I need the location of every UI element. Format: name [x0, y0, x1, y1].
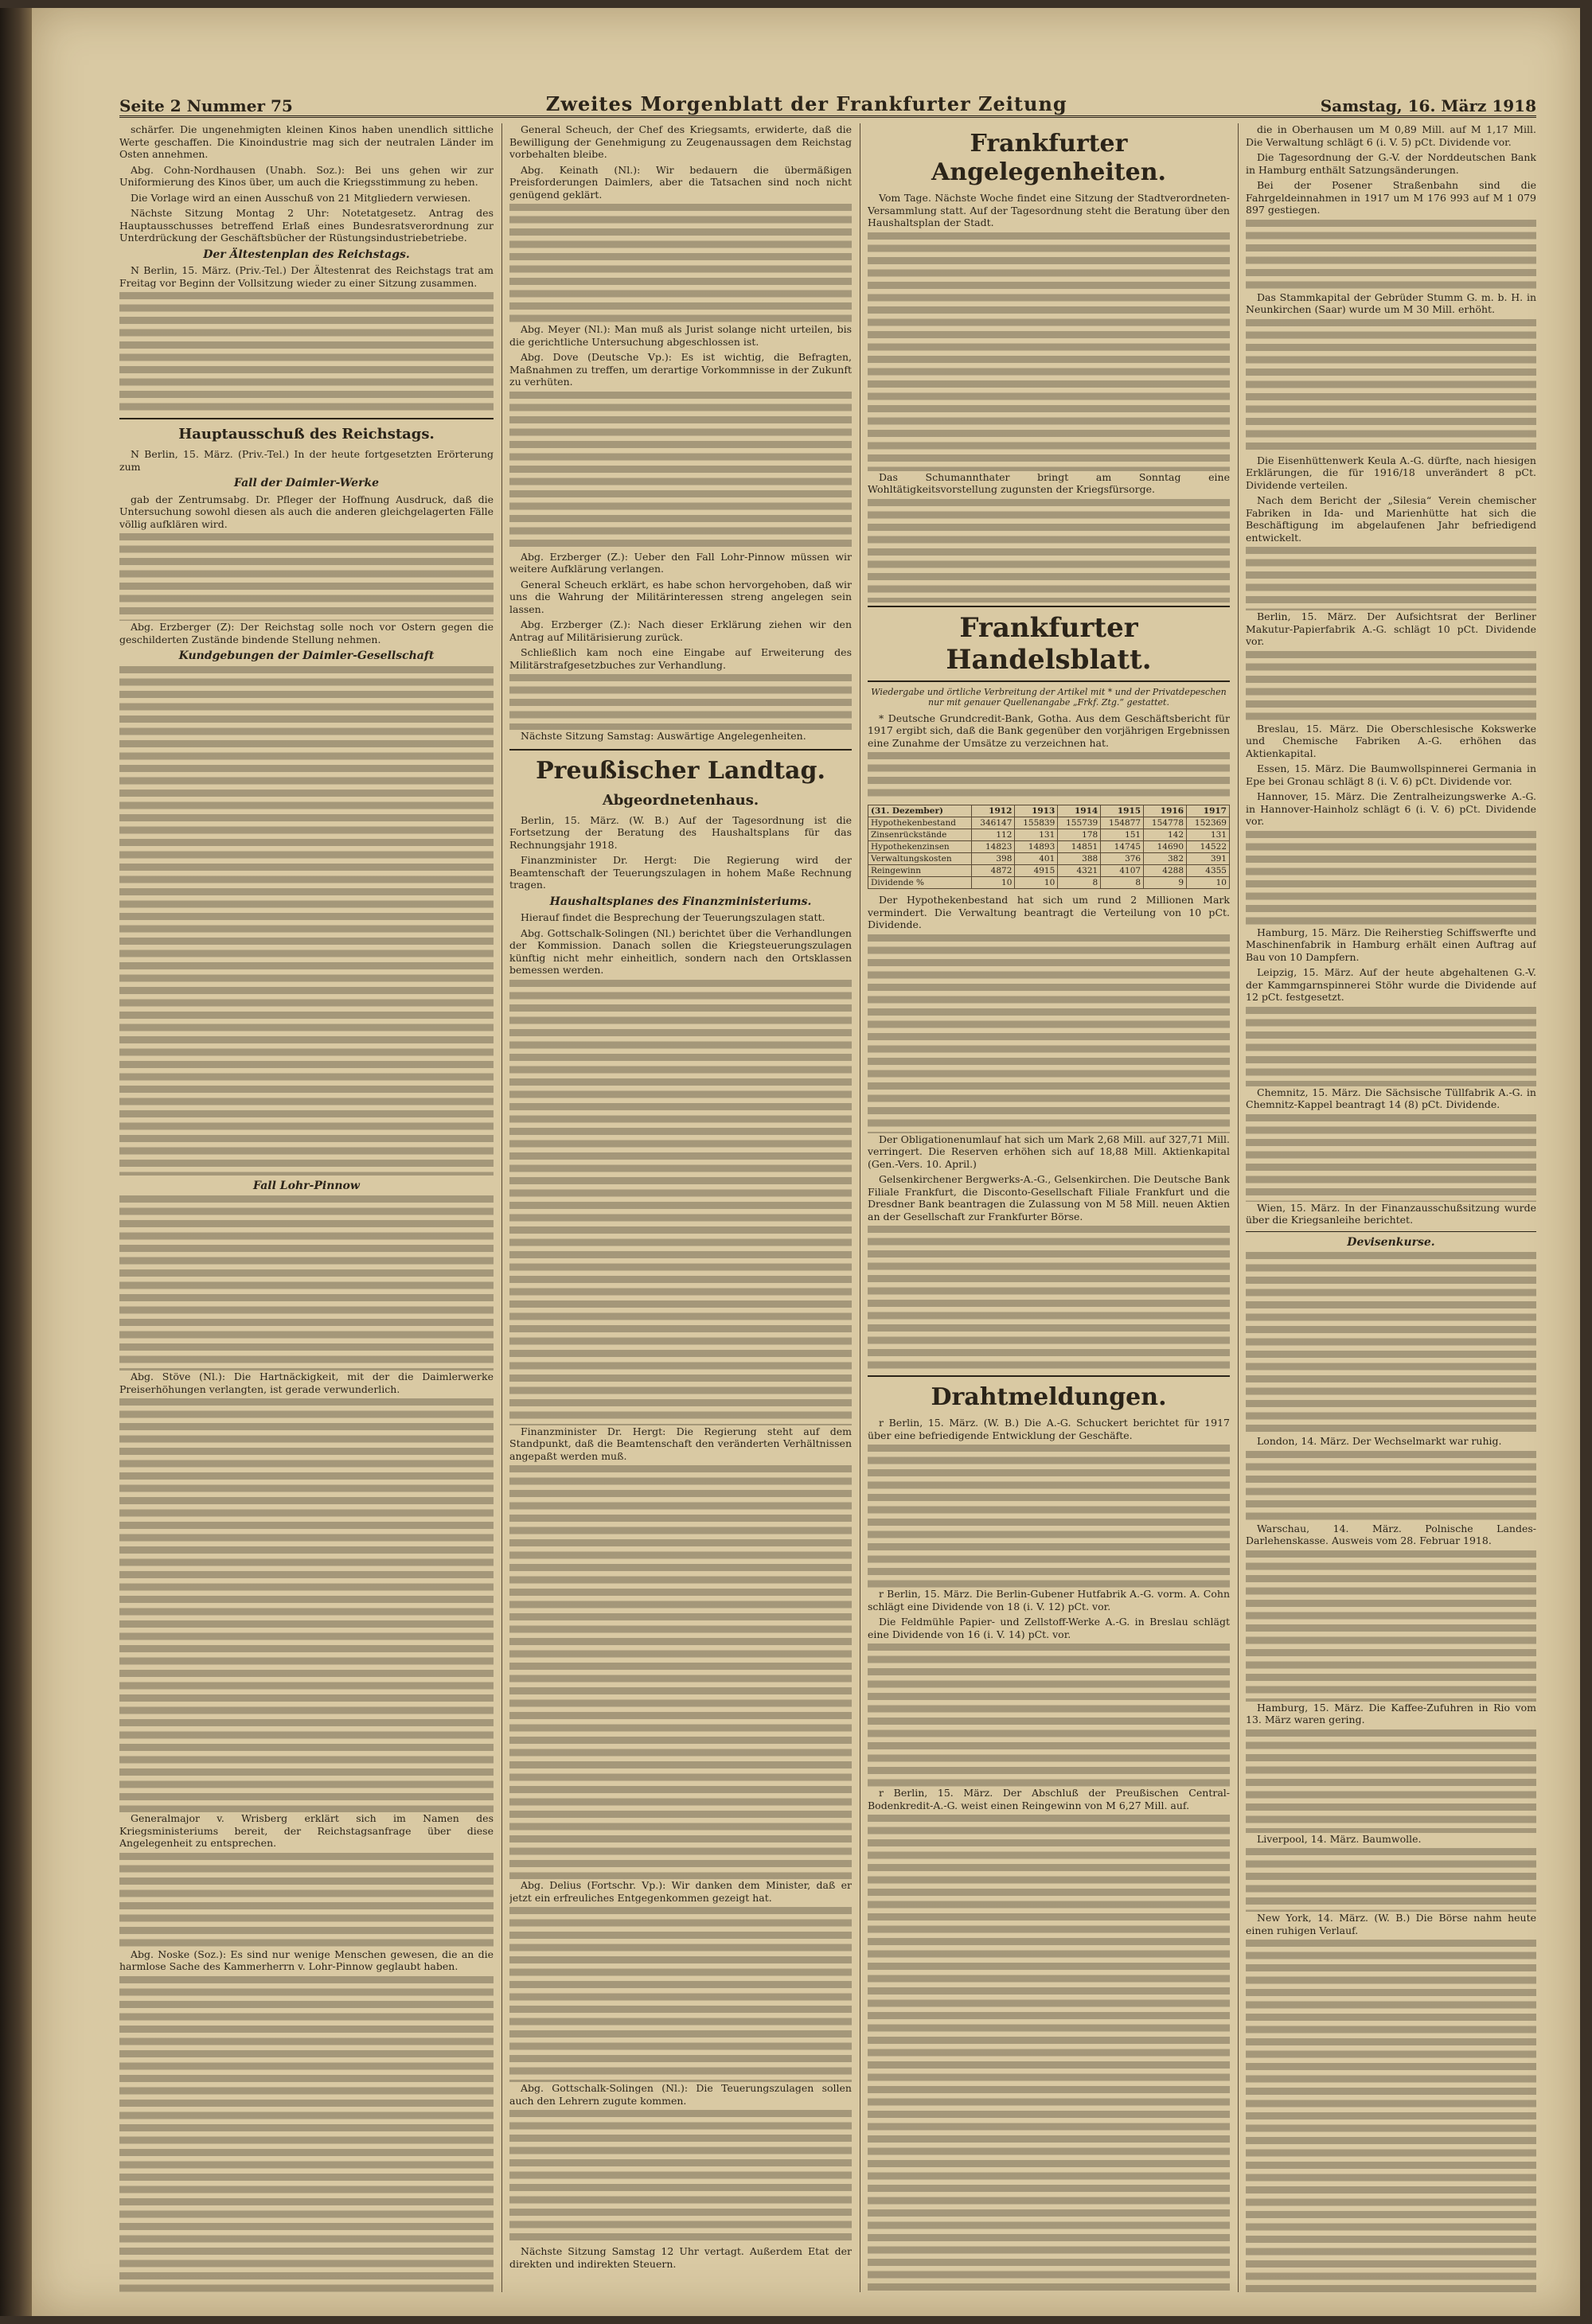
text-block [509, 674, 852, 730]
table-cell: 142 [1144, 829, 1187, 841]
text-block [119, 666, 494, 1176]
paragraph: Abg. Cohn-Nordhausen (Unabh. Soz.): Bei uns gehen wir zur Uniformierung des Kinos über, um auch die Kriegsstimmung zu heben. [119, 163, 494, 188]
text-block [868, 499, 1230, 602]
table-header-cell: 1912 [972, 805, 1015, 817]
table-cell: 152369 [1187, 817, 1230, 829]
paragraph: Die Vorlage wird an einen Ausschuß von 21 Mitgliedern verwiesen. [131, 191, 471, 204]
table-cell: 346147 [972, 817, 1015, 829]
paragraph: Leipzig, 15. März. Auf der heute abgehaltenen G.-V. der Kammgarnspinnerei Stöhr wurde die Dividende auf 12 pCt. festgesetzt. [1246, 966, 1536, 1003]
paragraph: Hannover, 15. März. Die Zentralheizungswerke A.-G. in Hannover-Hainholz schlägt 6 (i. V. 6) pCt. Dividende vor. [1246, 790, 1536, 827]
text-block [1246, 1848, 1536, 1912]
table-cell: 154877 [1101, 817, 1144, 829]
paragraph: Vom Tage. Nächste Woche findet eine Sitzung der Stadtverordneten-Versammlung statt. Auf der Tagesordnung steht die Beratung über den Haushaltsplan der Stadt. [868, 192, 1230, 228]
table-cell: 178 [1058, 829, 1101, 841]
paragraph: Abg. Erzberger (Z.): Ueber den Fall Lohr-Pinnow müssen wir weitere Aufklärung verlangen. [509, 550, 852, 575]
text-block [509, 2110, 852, 2245]
paragraph: General Scheuch erklärt, es habe schon hervorgehoben, daß wir uns die Wahrung der Militärinteressen streng angelegen sein lassen. [509, 578, 852, 615]
table-cell: 4355 [1187, 865, 1230, 877]
text-block [119, 1398, 494, 1812]
table-cell: 131 [1187, 829, 1230, 841]
paragraph: General Scheuch, der Chef des Kriegsamts, erwiderte, daß die Bewilligung der Genehmigung zu Zeugenaussagen dem Reichstag vorbehalten bleibe. [509, 123, 852, 160]
section-heading: Haushaltsplanes des Finanzministeriums. [549, 895, 812, 908]
table-header-cell: 1915 [1101, 805, 1144, 817]
table-cell: 10 [1187, 877, 1230, 889]
table-cell: Hypothekenzinsen [868, 841, 972, 853]
column-3 [868, 123, 1230, 2292]
column-1 [119, 123, 494, 2292]
text-block [509, 392, 852, 551]
financial-table [868, 805, 1230, 889]
section-heading: Drahtmeldungen. [931, 1383, 1167, 1411]
paragraph: Die Feldmühle Papier- und Zellstoff-Werke A.-G. in Breslau schlägt eine Dividende von 16 (i. V. 14) pCt. vor. [868, 1616, 1230, 1640]
text-block [119, 292, 494, 411]
book-binding [0, 8, 32, 2316]
paragraph: Finanzminister Dr. Hergt: Die Regierung steht auf dem Standpunkt, daß die Beamtenschaft den veränderten Verhältnissen angepaßt werden muß. [509, 1425, 852, 1462]
text-block [509, 1465, 852, 1879]
table-cell: 4915 [1015, 865, 1058, 877]
table-cell: 391 [1187, 853, 1230, 865]
table-cell: 398 [972, 853, 1015, 865]
handelsblatt-heading: Frankfurter Handelsblatt. [868, 606, 1230, 682]
table-cell: 401 [1015, 853, 1058, 865]
paragraph: Nach dem Bericht der „Silesia“ Verein chemischer Fabriken in Ida- und Marienhütte hat sich die Beschäftigung im abgelaufenen Jahr befriedigend entwickelt. [1246, 494, 1536, 544]
paragraph: Abg. Noske (Soz.): Es sind nur wenige Menschen gewesen, die an die harmlose Sache des Kammerherrn v. Lohr-Pinnow geglaubt haben. [119, 1948, 494, 1972]
table-cell: 10 [1015, 877, 1058, 889]
table-cell: 10 [972, 877, 1015, 889]
paragraph: r Berlin, 15. März. Die Berlin-Gubener Hutfabrik A.-G. vorm. A. Cohn schlägt eine Dividende von 18 (i. V. 12) pCt. vor. [868, 1588, 1230, 1612]
section-heading: Kundgebungen der Daimler-Gesellschaft [178, 649, 435, 662]
section-heading: Fall der Daimler-Werke [233, 477, 380, 489]
table-header-cell: (31. Dezember) [868, 805, 972, 817]
table-cell: 155739 [1058, 817, 1101, 829]
table-row [868, 829, 1230, 841]
paragraph: Hamburg, 15. März. Die Reiherstieg Schiffswerfte und Maschinenfabrik in Hamburg erhält einen Auftrag auf Bau von 10 Dampfern. [1246, 926, 1536, 963]
paragraph: Der Hypothekenbestand hat sich um rund 2 Millionen Mark vermindert. Die Verwaltung beantragt die Verteilung von 10 pCt. Dividende. [868, 894, 1230, 930]
table-cell: Zinsenrückstände [868, 829, 972, 841]
subheading: Wiedergabe und örtliche Verbreitung der Artikel mit * und der Privatdepeschen nur mit genauer Quellenangabe „Frkf. Ztg.“ gestattet. [871, 686, 1227, 708]
text-block [1246, 1007, 1536, 1086]
table-header-cell: 1916 [1144, 805, 1187, 817]
text-block [119, 1976, 494, 2293]
paragraph: r Berlin, 15. März. Der Abschluß der Preußischen Central-Bodenkredit-A.-G. weist einen Reingewinn von M 6,27 Mill. auf. [868, 1787, 1230, 1811]
table-cell: 112 [972, 829, 1015, 841]
text-block [509, 980, 852, 1425]
text-block [868, 1226, 1230, 1369]
paragraph: Abg. Gottschalk-Solingen (Nl.) berichtet über die Verhandlungen der Kommission. Danach sollen die Kriegsteuerungszulagen künftig nicht mehr einheitlich, sondern nach den Ortsklassen bemessen werden. [509, 926, 852, 976]
section-heading: Devisenkurse. [1347, 1235, 1435, 1249]
table-cell: 8 [1058, 877, 1101, 889]
section-heading: Der Ältestenplan des Reichstags. [203, 248, 410, 261]
paragraph: Abg. Gottschalk-Solingen (Nl.): Die Teuerungszulagen sollen auch den Lehrern zugute kommen. [509, 2082, 852, 2107]
section-heading: Abgeordnetenhaus. [602, 791, 759, 809]
newspaper-title: Zweites Morgenblatt der Frankfurter Zeitung [545, 92, 1067, 115]
table-cell: 14522 [1187, 841, 1230, 853]
text-block [1246, 1451, 1536, 1523]
issue-date: Samstag, 16. März 1918 [1320, 96, 1536, 115]
paragraph: Chemnitz, 15. März. Die Sächsische Tüllfabrik A.-G. in Chemnitz-Kappel beantragt 14 (8) pCt. Dividende. [1246, 1086, 1536, 1110]
paragraph: N Berlin, 15. März. (Priv.-Tel.) Der Ältestenrat des Reichstags trat am Freitag vor Beginn der Vollsitzung wieder zu einer Sitzung zusammen. [119, 264, 494, 289]
paragraph: Gelsenkirchener Bergwerks-A.-G., Gelsenkirchen. Die Deutsche Bank Filiale Frankfurt, die Disconto-Gesellschaft Filiale Frankfurt und die Dresdner Bank beantragen die Zulassung von M 58 Mill. neuen Aktien an der Gesellschaft zur Frankfurter Börse. [868, 1173, 1230, 1222]
paragraph: Wien, 15. März. In der Finanzausschußsitzung wurde über die Kriegsanleihe berichtet. [1246, 1201, 1536, 1226]
paragraph: Warschau, 14. März. Polnische Landes-Darlehenskasse. Ausweis vom 28. Februar 1918. [1246, 1522, 1536, 1546]
text-block [868, 1445, 1230, 1588]
newspaper-page [32, 8, 1580, 2316]
divider [119, 418, 494, 419]
paragraph: Generalmajor v. Wrisberg erklärt sich im Namen des Kriegsministeriums bereit, der Reichstagsanfrage über diese Angelegenheit zu entsprechen. [119, 1812, 494, 1849]
paragraph: Berlin, 15. März. (W. B.) Auf der Tagesordnung ist die Fortsetzung der Beratung des Haushaltsplans für das Rechnungsjahr 1918. [509, 813, 852, 851]
section-heading: Fall Lohr-Pinnow [253, 1179, 360, 1192]
table-cell: 131 [1015, 829, 1058, 841]
table-row [868, 853, 1230, 865]
text-block [1246, 1550, 1536, 1702]
divider [509, 749, 852, 751]
table-cell: 8 [1101, 877, 1144, 889]
paragraph: New York, 14. März. (W. B.) Die Börse nahm heute einen ruhigen Verlauf. [1246, 1912, 1536, 1936]
paragraph: die in Oberhausen um M 0,89 Mill. auf M 1,17 Mill. Die Verwaltung schlägt 6 (i. V. 5) pCt. Dividende vor. [1246, 123, 1536, 148]
table-cell: 382 [1144, 853, 1187, 865]
table-row [868, 817, 1230, 829]
table-body [868, 817, 1230, 889]
table-cell: 151 [1101, 829, 1144, 841]
table-cell: 4288 [1144, 865, 1187, 877]
table-header-row [868, 805, 1230, 817]
table-cell: 9 [1144, 877, 1187, 889]
paragraph: Nächste Sitzung Samstag 12 Uhr vertagt. Außerdem Etat der direkten und indirekten Steuern. [509, 2245, 852, 2270]
column-4 [1246, 123, 1536, 2292]
text-block [1246, 220, 1536, 291]
column-2 [509, 123, 852, 2292]
paragraph: Berlin, 15. März. Der Aufsichtsrat der Berliner Makutur-Papierfabrik A.-G. schlägt 10 pCt. Dividende vor. [1246, 610, 1536, 647]
text-block [868, 752, 1230, 800]
paragraph: Abg. Erzberger (Z): Der Reichstag solle noch vor Ostern gegen die geschilderten Zustände bindende Stellung nehmen. [119, 621, 494, 645]
table-cell: 154778 [1144, 817, 1187, 829]
table-cell: Verwaltungskosten [868, 853, 972, 865]
paragraph: Hamburg, 15. März. Die Kaffee-Zufuhren in Rio vom 13. März waren gering. [1246, 1701, 1536, 1725]
text-block [1246, 651, 1536, 723]
masthead [119, 84, 1536, 118]
table-row [868, 841, 1230, 853]
text-block [1246, 547, 1536, 610]
text-block [509, 204, 852, 323]
paragraph: Finanzminister Dr. Hergt: Die Regierung wird der Beamtenschaft der Teuerungszulagen in hohem Maße Rechnung tragen. [509, 854, 852, 891]
paragraph: N Berlin, 15. März. (Priv.-Tel.) In der heute fortgesetzten Erörterung zum [119, 448, 494, 473]
paragraph: gab der Zentrumsabg. Dr. Pfleger der Hoffnung Ausdruck, daß die Untersuchung sowohl diesen als auch die anderen gleichgelagerten Fälle völlig aufklären wird. [119, 493, 494, 530]
divider [868, 1375, 1230, 1377]
section-heading: Hauptausschuß des Reichstags. [178, 426, 435, 443]
text-block [119, 533, 494, 621]
column-divider [1238, 123, 1239, 2292]
text-block [868, 232, 1230, 471]
paragraph: Abg. Stöve (Nl.): Die Hartnäckigkeit, mit der die Daimlerwerke Preiserhöhungen verlangten, ist gerade verwunderlich. [119, 1371, 494, 1395]
table-cell: 14745 [1101, 841, 1144, 853]
paragraph: Bei der Posener Straßenbahn sind die Fahrgeldeinnahmen in 1917 um M 176 993 auf M 1 079 897 gestiegen. [1246, 179, 1536, 216]
paragraph: r Berlin, 15. März. (W. B.) Die A.-G. Schuckert berichtet für 1917 über eine befriedigende Entwicklung der Geschäfte. [868, 1417, 1230, 1441]
paragraph: Das Stammkapital der Gebrüder Stumm G. m. b. H. in Neunkirchen (Saar) wurde um M 30 Mill. erhöht. [1246, 290, 1536, 315]
paragraph: Der Obligationenumlauf hat sich um Mark 2,68 Mill. auf 327,71 Mill. verringert. Die Reserven erhöhen sich auf 18,88 Mill. Aktienkapital (Gen.-Vers. 10. April.) [868, 1133, 1230, 1170]
text-block [1246, 319, 1536, 454]
table-header-cell: 1914 [1058, 805, 1101, 817]
text-block [1246, 1114, 1536, 1202]
text-block [119, 1195, 494, 1371]
table-cell: Reingewinn [868, 865, 972, 877]
table-cell: 4872 [972, 865, 1015, 877]
paragraph: Abg. Erzberger (Z.): Nach dieser Erklärung ziehen wir den Antrag auf Militärisierung zurück. [509, 618, 852, 643]
section-heading: Frankfurter Angelegenheiten. [931, 130, 1166, 186]
table-cell: 155839 [1015, 817, 1058, 829]
paragraph: Schließlich kam noch eine Eingabe auf Erweiterung des Militärstrafgesetzbuches zur Verhandlung. [509, 646, 852, 671]
table-cell: 388 [1058, 853, 1101, 865]
text-block [119, 1853, 494, 1948]
table-row [868, 877, 1230, 889]
table-cell: Hypothekenbestand [868, 817, 972, 829]
table-cell: 376 [1101, 853, 1144, 865]
text-block [1246, 1252, 1536, 1435]
paragraph: Abg. Meyer (Nl.): Man muß als Jurist solange nicht urteilen, bis die gerichtliche Untersuchung abgeschlossen ist. [509, 323, 852, 348]
table-header-cell: 1917 [1187, 805, 1230, 817]
table-cell: 14893 [1015, 841, 1058, 853]
text-block [1246, 831, 1536, 926]
divider [1246, 1231, 1536, 1232]
paragraph: Nächste Sitzung Samstag: Auswärtige Angelegenheiten. [521, 730, 806, 742]
table-cell: 14851 [1058, 841, 1101, 853]
text-block [868, 1644, 1230, 1787]
text-block [509, 1907, 852, 2082]
table-cell: 14823 [972, 841, 1015, 853]
section-heading: Preußischer Landtag. [536, 756, 825, 785]
paragraph: Die Eisenhüttenwerk Keula A.-G. dürfte, nach hiesigen Erklärungen, die für 1916/18 unverändert 8 pCt. Dividende verteilen. [1246, 454, 1536, 491]
paragraph: Hierauf findet die Besprechung der Teuerungszulagen statt. [521, 911, 825, 923]
paragraph: * Deutsche Grundcredit-Bank, Gotha. Aus dem Geschäftsbericht für 1917 ergibt sich, daß die Bank gegenüber den vorjährigen Ergebnissen eine Zunahme der Umsätze zu verzeichnen hat. [868, 712, 1230, 749]
paragraph: Abg. Keinath (Nl.): Wir bedauern die übermäßigen Preisforderungen Daimlers, aber die Tatsachen sind noch nicht genügend geklärt. [509, 163, 852, 201]
text-block [868, 1815, 1230, 2292]
paragraph: Abg. Dove (Deutsche Vp.): Es ist wichtig, die Befragten, Maßnahmen zu treffen, um derartige Vorkommnisse in der Zukunft zu verhüten. [509, 351, 852, 388]
paragraph: Abg. Delius (Fortschr. Vp.): Wir danken dem Minister, daß er jetzt ein erfreuliches Entgegenkommen gezeigt hat. [509, 1879, 852, 1904]
column-divider [501, 123, 502, 2292]
table-cell: 4107 [1101, 865, 1144, 877]
text-block [1246, 1729, 1536, 1833]
paragraph: Essen, 15. März. Die Baumwollspinnerei Germania in Epe bei Gronau schlägt 8 (i. V. 6) pCt. Dividende vor. [1246, 762, 1536, 787]
text-block [1246, 1940, 1536, 2292]
table-row [868, 865, 1230, 877]
paragraph: Liverpool, 14. März. Baumwolle. [1257, 1832, 1422, 1845]
table-cell: Dividende % [868, 877, 972, 889]
table-cell: 14690 [1144, 841, 1187, 853]
paragraph: London, 14. März. Der Wechselmarkt war ruhig. [1257, 1435, 1502, 1447]
paragraph: Die Tagesordnung der G.-V. der Norddeutschen Bank in Hamburg enthält Satzungsänderungen. [1246, 151, 1536, 176]
paragraph: Das Schumannthater bringt am Sonntag eine Wohltätigkeitsvorstellung zugunsten der Kriegsfürsorge. [868, 470, 1230, 495]
paragraph: schärfer. Die ungenehmigten kleinen Kinos haben unendlich sittliche Werte geschaffen. Die Kinoindustrie mag sich der neutralen Länder im Osten annehmen. [119, 123, 494, 160]
paragraph: Nächste Sitzung Montag 2 Uhr: Notetatgesetz. Antrag des Hauptausschusses betreffend Erlaß eines Bundesratsverordnung zur Unterdrückung der Geschäftsbücher der Rüstungsindustriebetriebe. [119, 207, 494, 244]
text-block [868, 934, 1230, 1133]
table-header-cell: 1913 [1015, 805, 1058, 817]
page-number: Seite 2 Nummer 75 [119, 96, 293, 115]
table-cell: 4321 [1058, 865, 1101, 877]
paragraph: Breslau, 15. März. Die Oberschlesische Kokswerke und Chemische Fabriken A.-G. erhöhen das Aktienkapital. [1246, 722, 1536, 759]
